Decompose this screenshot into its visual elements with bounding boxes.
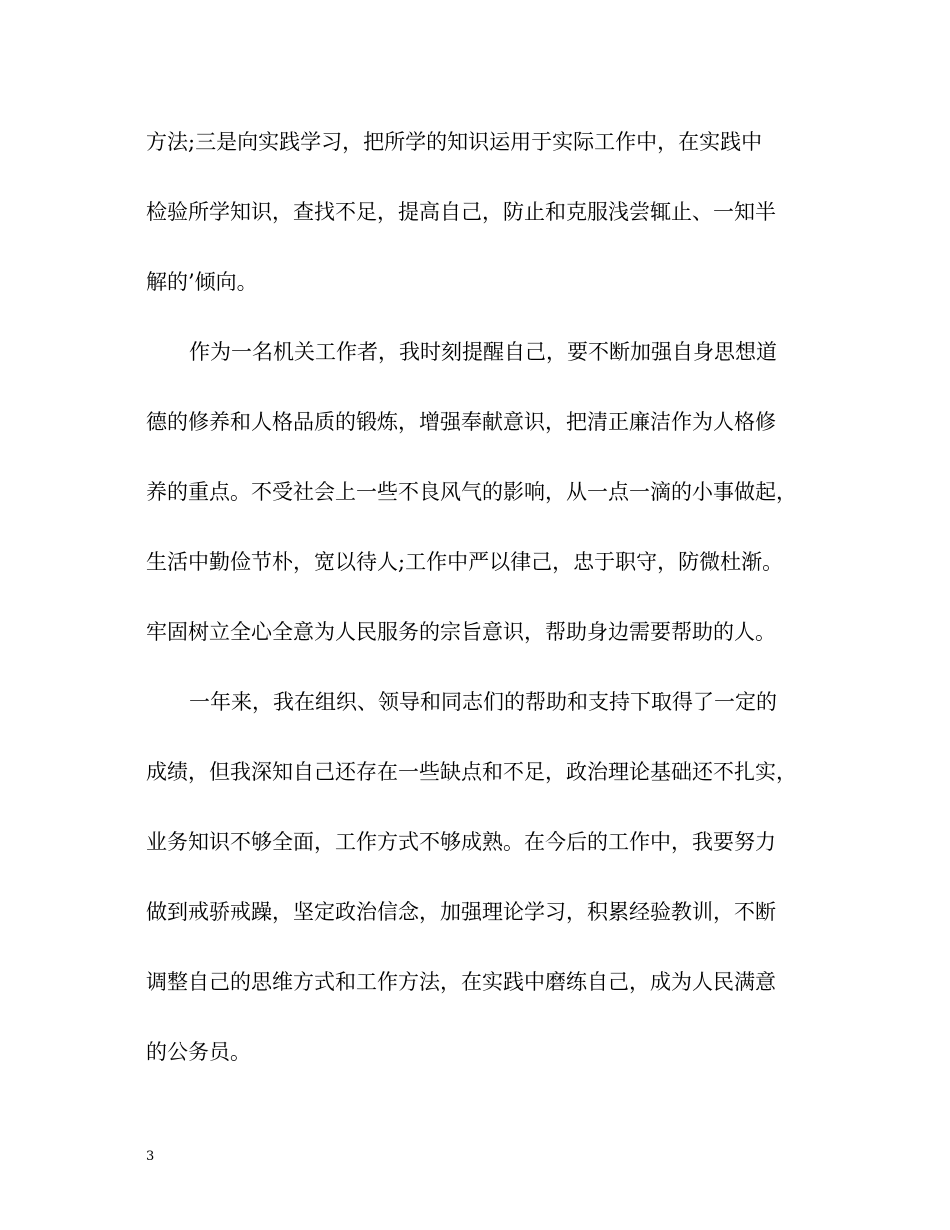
text-line: 做到戒骄戒躁，坚定政治信念，加强理论学习，积累经验教训，不断 bbox=[146, 900, 776, 924]
text-line: 方法;三是向实践学习，把所学的知识运用于实际工作中，在实践中 bbox=[146, 130, 763, 154]
page-number: 3 bbox=[146, 1149, 155, 1164]
text-line: 养的重点。不受社会上一些不良风气的影响，从一点一滴的小事做起， bbox=[146, 480, 797, 504]
text-line: 解的’倾向。 bbox=[146, 270, 258, 294]
text-line: 德的修养和人格品质的锻炼，增强奉献意识，把清正廉洁作为人格修 bbox=[146, 410, 776, 434]
text-line: 调整自己的思维方式和工作方法，在实践中磨练自己，成为人民满意 bbox=[146, 970, 776, 994]
text-line: 成绩，但我深知自己还存在一些缺点和不足，政治理论基础还不扎实， bbox=[146, 760, 797, 784]
body-text bbox=[146, 124, 811, 1104]
text-line: 生活中勤俭节朴，宽以待人;工作中严以律己，忠于职守，防微杜渐。 bbox=[146, 550, 784, 574]
text-line: 业务知识不够全面，工作方式不够成熟。在今后的工作中，我要努力 bbox=[146, 830, 776, 854]
text-line: 的公务员。 bbox=[146, 1040, 251, 1064]
paragraph-start-line: 一年来，我在组织、领导和同志们的帮助和支持下取得了一定的 bbox=[189, 690, 777, 714]
text-line: 检验所学知识，查找不足，提高自己，防止和克服浅尝辄止、一知半 bbox=[146, 200, 776, 224]
paragraph-start-line: 作为一名机关工作者，我时刻提醒自己，要不断加强自身思想道 bbox=[189, 340, 777, 364]
text-line: 牢固树立全心全意为人民服务的宗旨意识，帮助身边需要帮助的人。 bbox=[146, 620, 776, 644]
